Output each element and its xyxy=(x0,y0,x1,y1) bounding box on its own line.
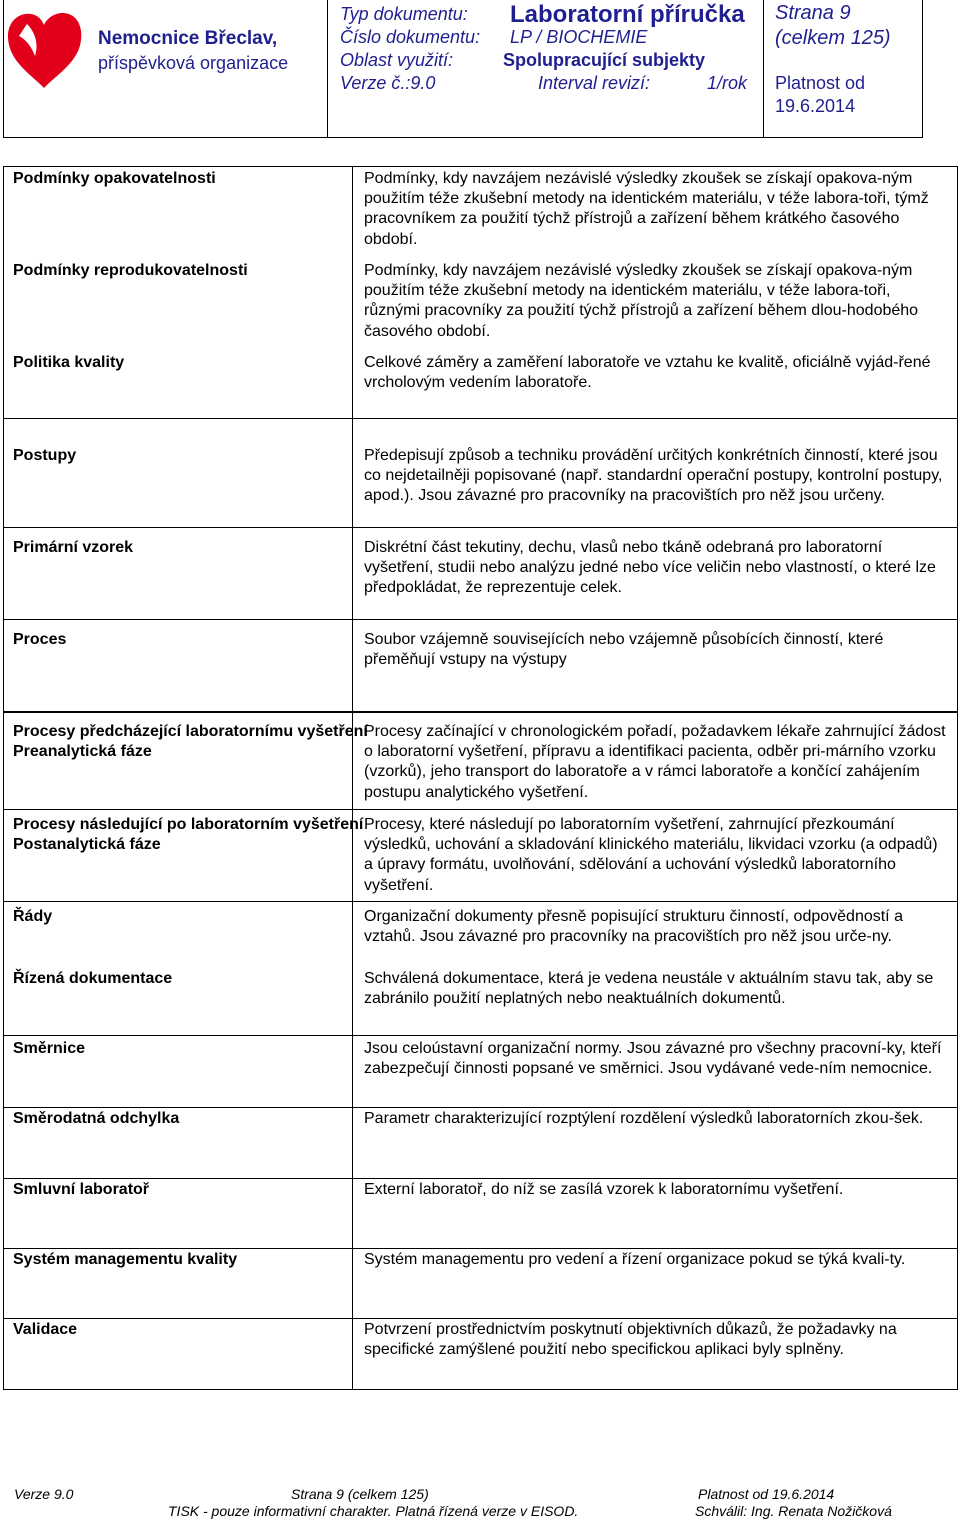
term-cell: Validace xyxy=(13,1321,78,1338)
term-cell: Postupy xyxy=(13,447,77,464)
term-cell: Smluvní laboratoř xyxy=(13,1181,150,1198)
definition-cell: Externí laboratoř, do níž se zasílá vzorek k laboratornímu vyšetření. xyxy=(364,1181,844,1198)
version-label: Verze č.:9.0 xyxy=(340,73,436,93)
term-cell: Proces xyxy=(13,631,67,648)
term-cell: Řízená dokumentace xyxy=(13,970,173,987)
organization-type: příspěvková organizace xyxy=(98,53,289,73)
organization-name: Nemocnice Břeclav, xyxy=(98,28,278,49)
valid-from-label: Platnost od xyxy=(775,73,866,93)
doc-number-value: LP / BIOCHEMIE xyxy=(510,27,648,47)
column-divider xyxy=(352,712,353,1390)
header-divider xyxy=(763,0,764,138)
definition-cell: Organizační dokumenty přesně popisující strukturu činností, odpovědností a vztahů. Jsou závazné pro pracovníky na pracovištích pro něž jsou urče-ny. xyxy=(364,908,903,946)
term-cell: Směrodatná odchylka xyxy=(13,1110,180,1127)
definition-cell: Potvrzení prostřednictvím poskytnutí objektivních důkazů, že požadavky na specifické zamýšlené použití nebo specifickou aplikaci byly splněny. xyxy=(364,1321,897,1359)
doc-type-label: Typ dokumentu: xyxy=(340,4,468,24)
definition-cell: Systém managementu pro vedení a řízení organizace pokud se týká kvali-ty. xyxy=(364,1251,906,1268)
term-cell: Podmínky reprodukovatelnosti xyxy=(13,262,248,279)
term-cell: Podmínky opakovatelnosti xyxy=(13,170,216,187)
row-divider xyxy=(3,901,958,902)
page-total: (celkem 125) xyxy=(775,27,891,49)
term-cell: Politika kvality xyxy=(13,354,125,371)
doc-number-label: Číslo dokumentu: xyxy=(340,27,481,47)
term-cell: Procesy následující po laboratorním vyšetření Postanalytická fáze xyxy=(13,816,364,853)
definition-cell: Předepisují způsob a techniku provádění určitých konkrétních činností, které jsou co nejdetailněji popisované (např. standardní operační postupy, kontrolní postupy, apod.). Jsou závazné pro pracovníky na pracovištích pro něž jsou určeny. xyxy=(364,447,943,505)
footer-print-notice: TISK - pouze informativní charakter. Platná řízená verze v EISOD. xyxy=(168,1503,579,1519)
row-divider xyxy=(3,527,958,528)
row-divider xyxy=(3,1178,958,1179)
definition-cell: Parametr charakterizující rozptýlení rozdělení výsledků laboratorních zkou-šek. xyxy=(364,1110,924,1127)
definition-cell: Procesy začínající v chronologickém pořadí, požadavkem lékaře zahrnující žádost o laboratorní vyšetření, přípravu a identifikaci pacienta, odběr pri-márního vzorku (vzorků), jeho transport do laboratoře a v rámci laboratoře a končící zahájením postupu analytického vyšetření. xyxy=(364,723,946,801)
column-divider xyxy=(352,166,353,712)
footer-page: Strana 9 (celkem 125) xyxy=(291,1486,429,1502)
row-divider xyxy=(3,619,958,620)
revision-interval-value: 1/rok xyxy=(707,73,748,93)
usage-area-value: Spolupracující subjekty xyxy=(503,50,706,70)
definition-cell: Podmínky, kdy navzájem nezávislé výsledky zkoušek se získají opakova-ným použitím téže zkušební metody na identickém materiálu, v téže labora-toři, týmž pracovníkem za použití týchž přístrojů a zařízení během krátkého časového období. xyxy=(364,170,929,248)
definition-cell: Jsou celoústavní organizační normy. Jsou závazné pro všechny pracovní-ky, kteří zabezpečují činnosti popsané ve směrnici. Jsou vydávané vede-ním nemocnice. xyxy=(364,1040,942,1078)
row-divider xyxy=(3,1318,958,1319)
revision-interval-label: Interval revizí: xyxy=(538,73,651,93)
definition-cell: Schválená dokumentace, která je vedena neustále v aktuálním stavu tak, aby se zabránilo použití neplatných nebo neaktuálních dokumentů. xyxy=(364,970,934,1008)
definition-cell: Celkové záměry a zaměření laboratoře ve vztahu ke kvalitě, oficiálně vyjád-řené vrcholovým vedením laboratoře. xyxy=(364,354,931,392)
row-divider xyxy=(3,418,958,419)
doc-type-value: Laboratorní příručka xyxy=(510,1,745,28)
row-divider xyxy=(3,1107,958,1108)
definition-cell: Diskrétní část tekutiny, dechu, vlasů nebo tkáně odebraná pro laboratorní vyšetření, studii nebo analýzu jedné nebo více veličin nebo vlastností, o které lze předpokládat, že reprezentuje celek. xyxy=(364,539,936,597)
row-divider xyxy=(3,1248,958,1249)
term-cell: Směrnice xyxy=(13,1040,86,1057)
footer-approved-by: Schválil: Ing. Renata Nožičková xyxy=(695,1503,892,1519)
row-divider xyxy=(3,809,958,810)
definition-cell: Procesy, které následují po laboratorním vyšetření, zahrnující přezkoumání výsledků, uchování a skladování klinického materiálu, likvidaci vzorku (a odpadů) a úpravy formátu, uvolňování, sdělování a uchování výsledků laboratorního vyšetření. xyxy=(364,816,938,894)
footer-version: Verze 9.0 xyxy=(14,1486,74,1502)
term-cell: Procesy předcházející laboratornímu vyšetření Preanalytická fáze xyxy=(13,723,368,760)
term-cell: Řády xyxy=(13,908,53,925)
row-divider xyxy=(3,1035,958,1036)
definition-cell: Soubor vzájemně souvisejících nebo vzájemně působících činností, které přeměňují vstupy na výstupy xyxy=(364,631,884,669)
valid-from-date: 19.6.2014 xyxy=(775,96,856,116)
heart-logo-icon xyxy=(5,10,83,90)
footer-valid-from: Platnost od 19.6.2014 xyxy=(698,1486,835,1502)
definition-cell: Podmínky, kdy navzájem nezávislé výsledky zkoušek se získají opakova-ným použitím téže zkušební metody na identickém materiálu, v téže labora-toři, různými pracovníky za použití týchž přístrojů a zařízení během dlou-hodobého časového období. xyxy=(364,262,919,340)
header-divider xyxy=(327,0,328,138)
term-cell: Primární vzorek xyxy=(13,539,134,556)
usage-area-label: Oblast využití: xyxy=(340,50,454,70)
page-number: Strana 9 xyxy=(775,2,851,24)
term-cell: Systém managementu kvality xyxy=(13,1251,238,1268)
